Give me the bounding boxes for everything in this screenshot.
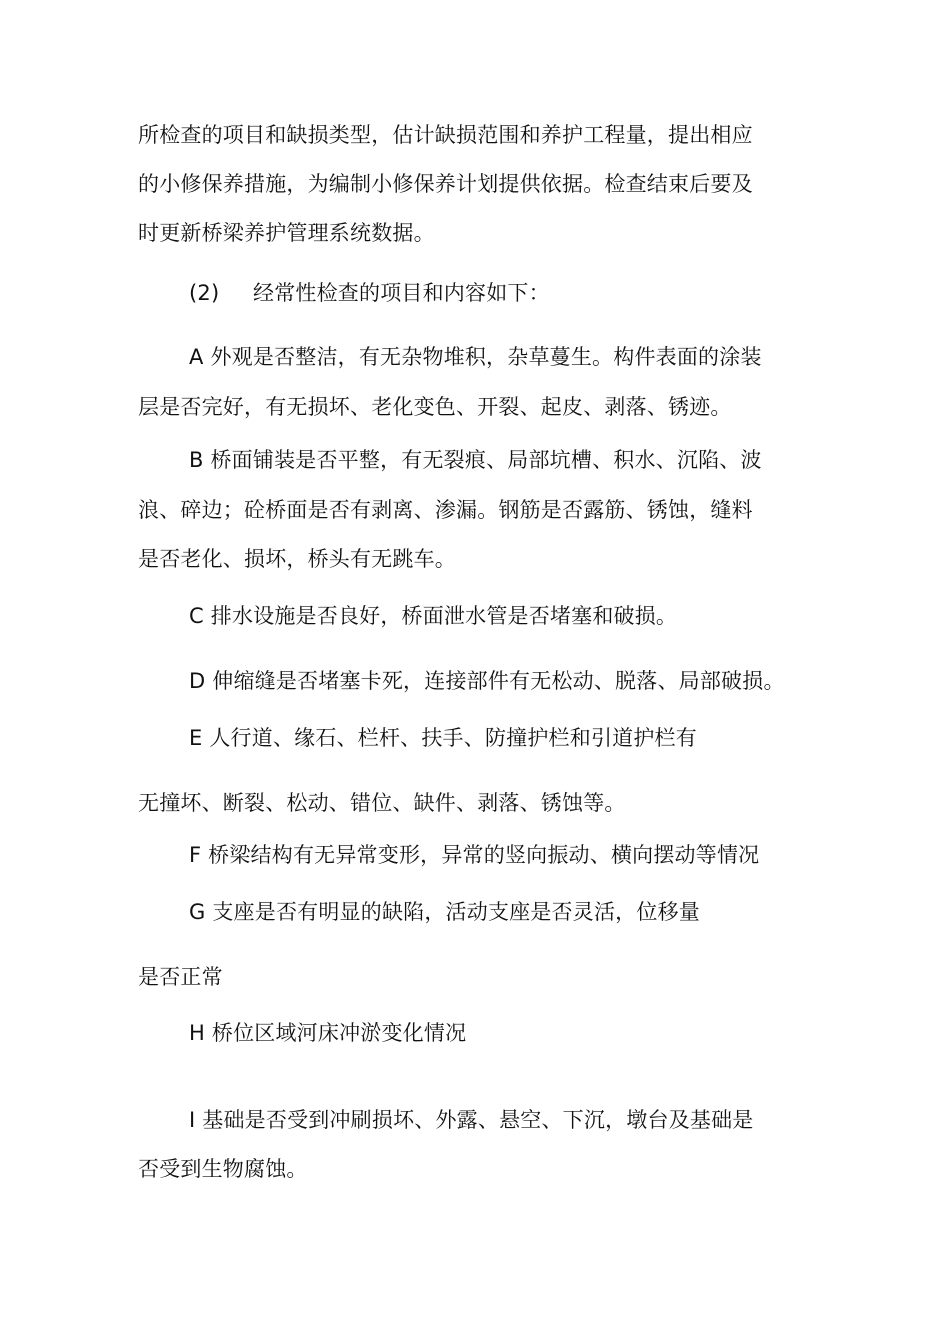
intro-line-2: 的小修保养措施，为编制小修保养计划提供依据。检查结束后要及 <box>138 172 753 196</box>
item-a-line-2: 层是否完好，有无损坏、老化变色、开裂、起皮、剥落、锈迹。 <box>138 395 732 419</box>
item-g-line-1: G 支座是否有明显的缺陷，活动支座是否灵活，位移量 <box>189 900 700 924</box>
item-a-line-1: A 外观是否整洁，有无杂物堆积，杂草蔓生。构件表面的涂装 <box>189 345 762 369</box>
item-b-line-2: 浪、碎边；砼桥面是否有剥离、渗漏。钢筋是否露筋、锈蚀，缝料 <box>138 498 753 522</box>
item-h-line-1: H 桥位区域河床冲淤变化情况 <box>189 1021 467 1045</box>
section-number: (2) <box>189 281 220 305</box>
section-heading <box>189 280 550 306</box>
item-d-line-1: D 伸缩缝是否堵塞卡死，连接部件有无松动、脱落、局部破损。 <box>189 669 785 693</box>
item-e-line-2: 无撞坏、断裂、松动、错位、缺件、剥落、锈蚀等。 <box>138 791 626 815</box>
item-b-line-1: B 桥面铺装是否平整，有无裂痕、局部坑槽、积水、沉陷、波 <box>189 448 762 472</box>
section-title: 经常性检查的项目和内容如下： <box>253 281 550 305</box>
item-g-line-2: 是否正常 <box>138 965 223 989</box>
item-c-line-1: C 排水设施是否良好，桥面泄水管是否堵塞和破损。 <box>189 604 678 628</box>
intro-line-3: 时更新桥梁养护管理系统数据。 <box>138 221 435 245</box>
item-f-line-1: F 桥梁结构有无异常变形，异常的竖向振动、横向摆动等情况 <box>189 843 760 867</box>
intro-line-1: 所检查的项目和缺损类型，估计缺损范围和养护工程量，提出相应 <box>138 123 753 147</box>
item-i-line-1: I 基础是否受到冲刷损坏、外露、悬空、下沉，墩台及基础是 <box>189 1108 754 1132</box>
item-i-line-2: 否受到生物腐蚀。 <box>138 1157 308 1181</box>
item-b-line-3: 是否老化、损坏，桥头有无跳车。 <box>138 547 456 571</box>
item-e-line-1: E 人行道、缘石、栏杆、扶手、防撞护栏和引道护栏有 <box>189 726 697 750</box>
